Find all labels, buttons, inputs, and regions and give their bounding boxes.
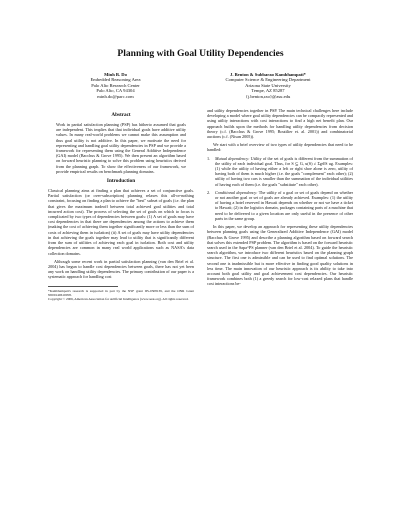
author-affiliation: Arizona State University xyxy=(245,82,291,88)
footnote xyxy=(48,286,194,302)
author-list xyxy=(48,72,353,99)
author-email: minh.do@parc.com xyxy=(97,93,134,99)
copyright-line: Copyright © 2006, American Association for Artificial Intelligence (www.aaai.org). All rights reserved. xyxy=(48,297,189,302)
abstract-heading: Abstract xyxy=(111,112,131,119)
abstract-text: Work in partial satisfaction planning (PSP) has hitherto assumed that goals are independent. This implies that that individual goals have additive utility values. In many real-world problems we cannot make this assumption and thus goal utility is not additive. In this paper, we motivate the need for representing and handling goal utility dependencies in PSP and we provide a framework for representing them using the General Additive Independence (GAI) model (Bacchus & Grove 1995). We then present an algorithm based on forward heuristic planning to solve this problem using heuristics derived from the planning graph. To show the effectiveness of our framework, we provide empirical results on benchmark planning domains. xyxy=(56,122,186,174)
author-affiliation: Palo Alto Research Center xyxy=(91,82,140,88)
list-number: 1. xyxy=(207,155,211,161)
list-item-text: Utility of the set of goals is different from the summation of the utility of each individual goal. Thus, for S ⊆ G, u(S) ≠ Σg∈S ug. Examples: (1) while the utility of having either a left or right shoe alone is zero, utility of having both of them is much higher (i.e. the goals "complement" each other); (2) utility of having two cars is smaller than the summation of the individual utilities of having each of them (i.e. the goals "substitute" each other). xyxy=(215,155,353,187)
body-paragraph: and utility dependencies together in PSP. The main technical challenges here include developing a model where goal utility dependencies can be compactly represented and using utility interactions with cost interactions to find a high net benefit plan. Our approach builds upon the methods for handling utility dependencies from decision theory (c.f. (Bacchus & Grove 1995; Boutilier et. al. 2001)) and combinatorial auctions (c.f. (Nisan 2005)). xyxy=(207,108,353,140)
body-paragraph: We start with a brief overview of two types of utility dependencies that need to be handled: xyxy=(207,142,353,153)
list-item-label: Mutual dependency: xyxy=(215,155,250,161)
author-affiliation: Embedded Reasoning Area xyxy=(90,77,141,83)
author-block-do xyxy=(48,72,183,99)
author-name: Minh B. Do xyxy=(104,72,127,77)
introduction-section xyxy=(48,178,194,279)
body-paragraph: Although some recent work in partial satisfaction planning (van den Briel et al. 2004) has begun to handle cost dependencies between goals, there has not yet been any work on handling utility dependencies. The primary contribution of our paper is a systematic approach for handling cost xyxy=(48,258,194,280)
author-address: Tempe, AZ 85287 xyxy=(251,88,285,94)
abstract-section xyxy=(48,112,194,174)
footnote-line: *Kambhampati's research is supported in part by the NSF grant IIS-0308139, and the ONR Grant N000140610058. xyxy=(48,288,194,297)
right-column xyxy=(207,108,353,301)
author-block-benton-kambhampati xyxy=(183,72,353,99)
introduction-heading: Introduction xyxy=(106,178,136,185)
list-item-text: The utility of a goal or set of goals depend on whether or not another goal or set of goals are already achieved. Examples: (1) the utility of having a hotel reserved in Hawaii depends on whether or not we have a ticket to Hawaii; (2) in the logistics domain, packages containing parts of a machine that need to be delivered to a given location are only useful in the presence of other parts in the same group. xyxy=(215,189,354,221)
list-item-label: Conditional dependency: xyxy=(215,189,258,195)
author-affiliation: Computer Science & Engineering Department xyxy=(225,77,311,83)
list-number: 2. xyxy=(207,189,211,195)
dependency-list xyxy=(207,156,353,221)
body-paragraph: In this paper, we develop an approach for representing these utility dependencies between planning goals using the Generalized Additive Independence (GAI) model (Bacchus & Grove 1995) and describe a planning algorithm based on forward search that solves this extended PSP problem. The algorithm is based on the forward heuristic search used in the Sapa^PS planner (van den Briel et al. 2004). To guide the heuristic search algorithm, we introduce two different heuristics based on the planning graph structure. The first one is admissible and can be used to find optimal solutions. The second one is inadmissible but is more effective in finding good quality solutions in less time. The main innovation of our heuristic approach is its ability to take into account both goal utility and goal achievement cost dependencies. Our heuristic framework combines both (1) a greedy search for low-cost relaxed plans that handle cost interactions be- xyxy=(207,224,353,287)
list-item xyxy=(207,156,353,187)
paper-title: Planning with Goal Utility Dependencies xyxy=(117,48,284,59)
author-email: {j.benton,rao}@asu.edu xyxy=(245,93,291,99)
author-name: J. Benton & Subbarao Kambhampati* xyxy=(230,72,306,77)
body-paragraph: Classical planning aims at finding a plan that achieves a set of conjunctive goals. Partial satisfaction (or over-subscription) planning relaxes this all-or-nothing constraint, focusing on finding a plan to achieve the "best" subset of goals (i.e. the plan that gives the maximum tradeoff between total achieved goal utilities and total incurred action cost). The process of selecting the set of goals on which to focus is complicated by two types of dependencies between goals: (1) A set of goals may have cost dependencies in that there are dependencies among the actions to achieve them (making the cost of achieving them together significantly more or less than the sum of costs of achieving them in isolation) (ii) A set of goals may have utility dependencies in that achieving the goals together may lead to utility that is significantly different from the sum of utilities of achieving each goal in isolation. Both cost and utility dependencies are common in many real world applications such as NASA's data collection domains. xyxy=(48,188,194,256)
list-item xyxy=(207,190,353,221)
body-columns xyxy=(48,108,353,301)
author-address: Palo Alto, CA 94304 xyxy=(96,88,135,94)
left-column xyxy=(48,108,194,301)
